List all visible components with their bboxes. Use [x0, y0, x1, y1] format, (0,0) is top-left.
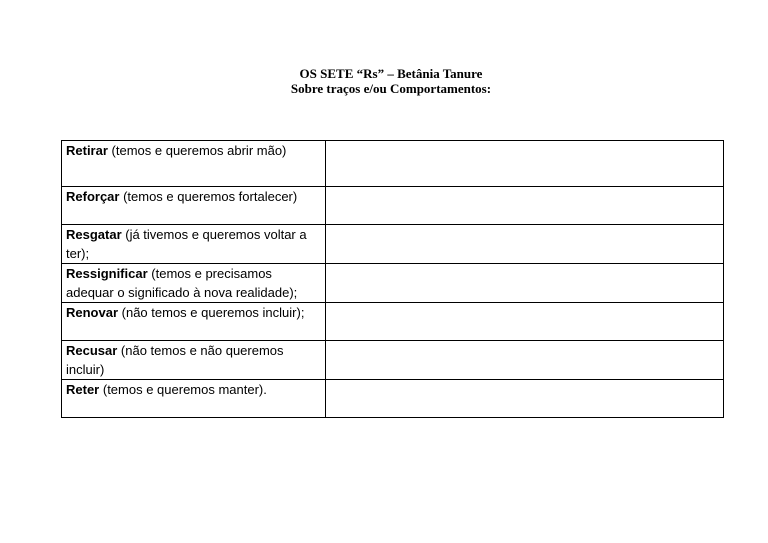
seven-rs-table — [61, 140, 724, 418]
term-cell — [62, 341, 326, 380]
table-row — [62, 225, 724, 264]
response-cell[interactable] — [326, 341, 724, 380]
term-description: (não temos e queremos incluir); — [118, 305, 305, 320]
term-label: Reforçar — [66, 189, 120, 204]
document-title: OS SETE “Rs” – Betânia Tanure — [299, 66, 483, 81]
table-row — [62, 341, 724, 380]
response-cell[interactable] — [326, 380, 724, 418]
term-label: Ressignificar — [66, 266, 148, 281]
term-cell — [62, 225, 326, 264]
term-description: (não temos e não queremos incluir) — [66, 343, 284, 377]
term-label: Resgatar — [66, 227, 122, 242]
term-label: Renovar — [66, 305, 119, 320]
table-row — [62, 141, 724, 187]
document-header — [0, 66, 768, 96]
table-row — [62, 380, 724, 418]
document-subtitle: Sobre traços e/ou Comportamentos: — [290, 81, 492, 96]
table-row — [62, 264, 724, 303]
term-cell — [62, 141, 326, 187]
term-label: Recusar — [66, 343, 118, 358]
term-description: (temos e queremos fortalecer) — [119, 189, 298, 204]
response-cell[interactable] — [326, 225, 724, 264]
term-description: (temos e queremos abrir mão) — [107, 143, 287, 158]
term-description: (temos e queremos manter). — [99, 382, 267, 397]
response-cell[interactable] — [326, 141, 724, 187]
term-label: Reter — [66, 382, 100, 397]
term-cell — [62, 187, 326, 225]
term-cell — [62, 380, 326, 418]
term-cell — [62, 264, 326, 303]
table-row — [62, 303, 724, 341]
term-description: (já tivemos e queremos voltar a ter); — [66, 227, 307, 261]
term-cell — [62, 303, 326, 341]
response-cell[interactable] — [326, 187, 724, 225]
response-cell[interactable] — [326, 264, 724, 303]
term-label: Retirar — [66, 143, 108, 158]
table-row — [62, 187, 724, 225]
term-description: (temos e precisamos adequar o significado à nova realidade); — [66, 266, 298, 300]
response-cell[interactable] — [326, 303, 724, 341]
